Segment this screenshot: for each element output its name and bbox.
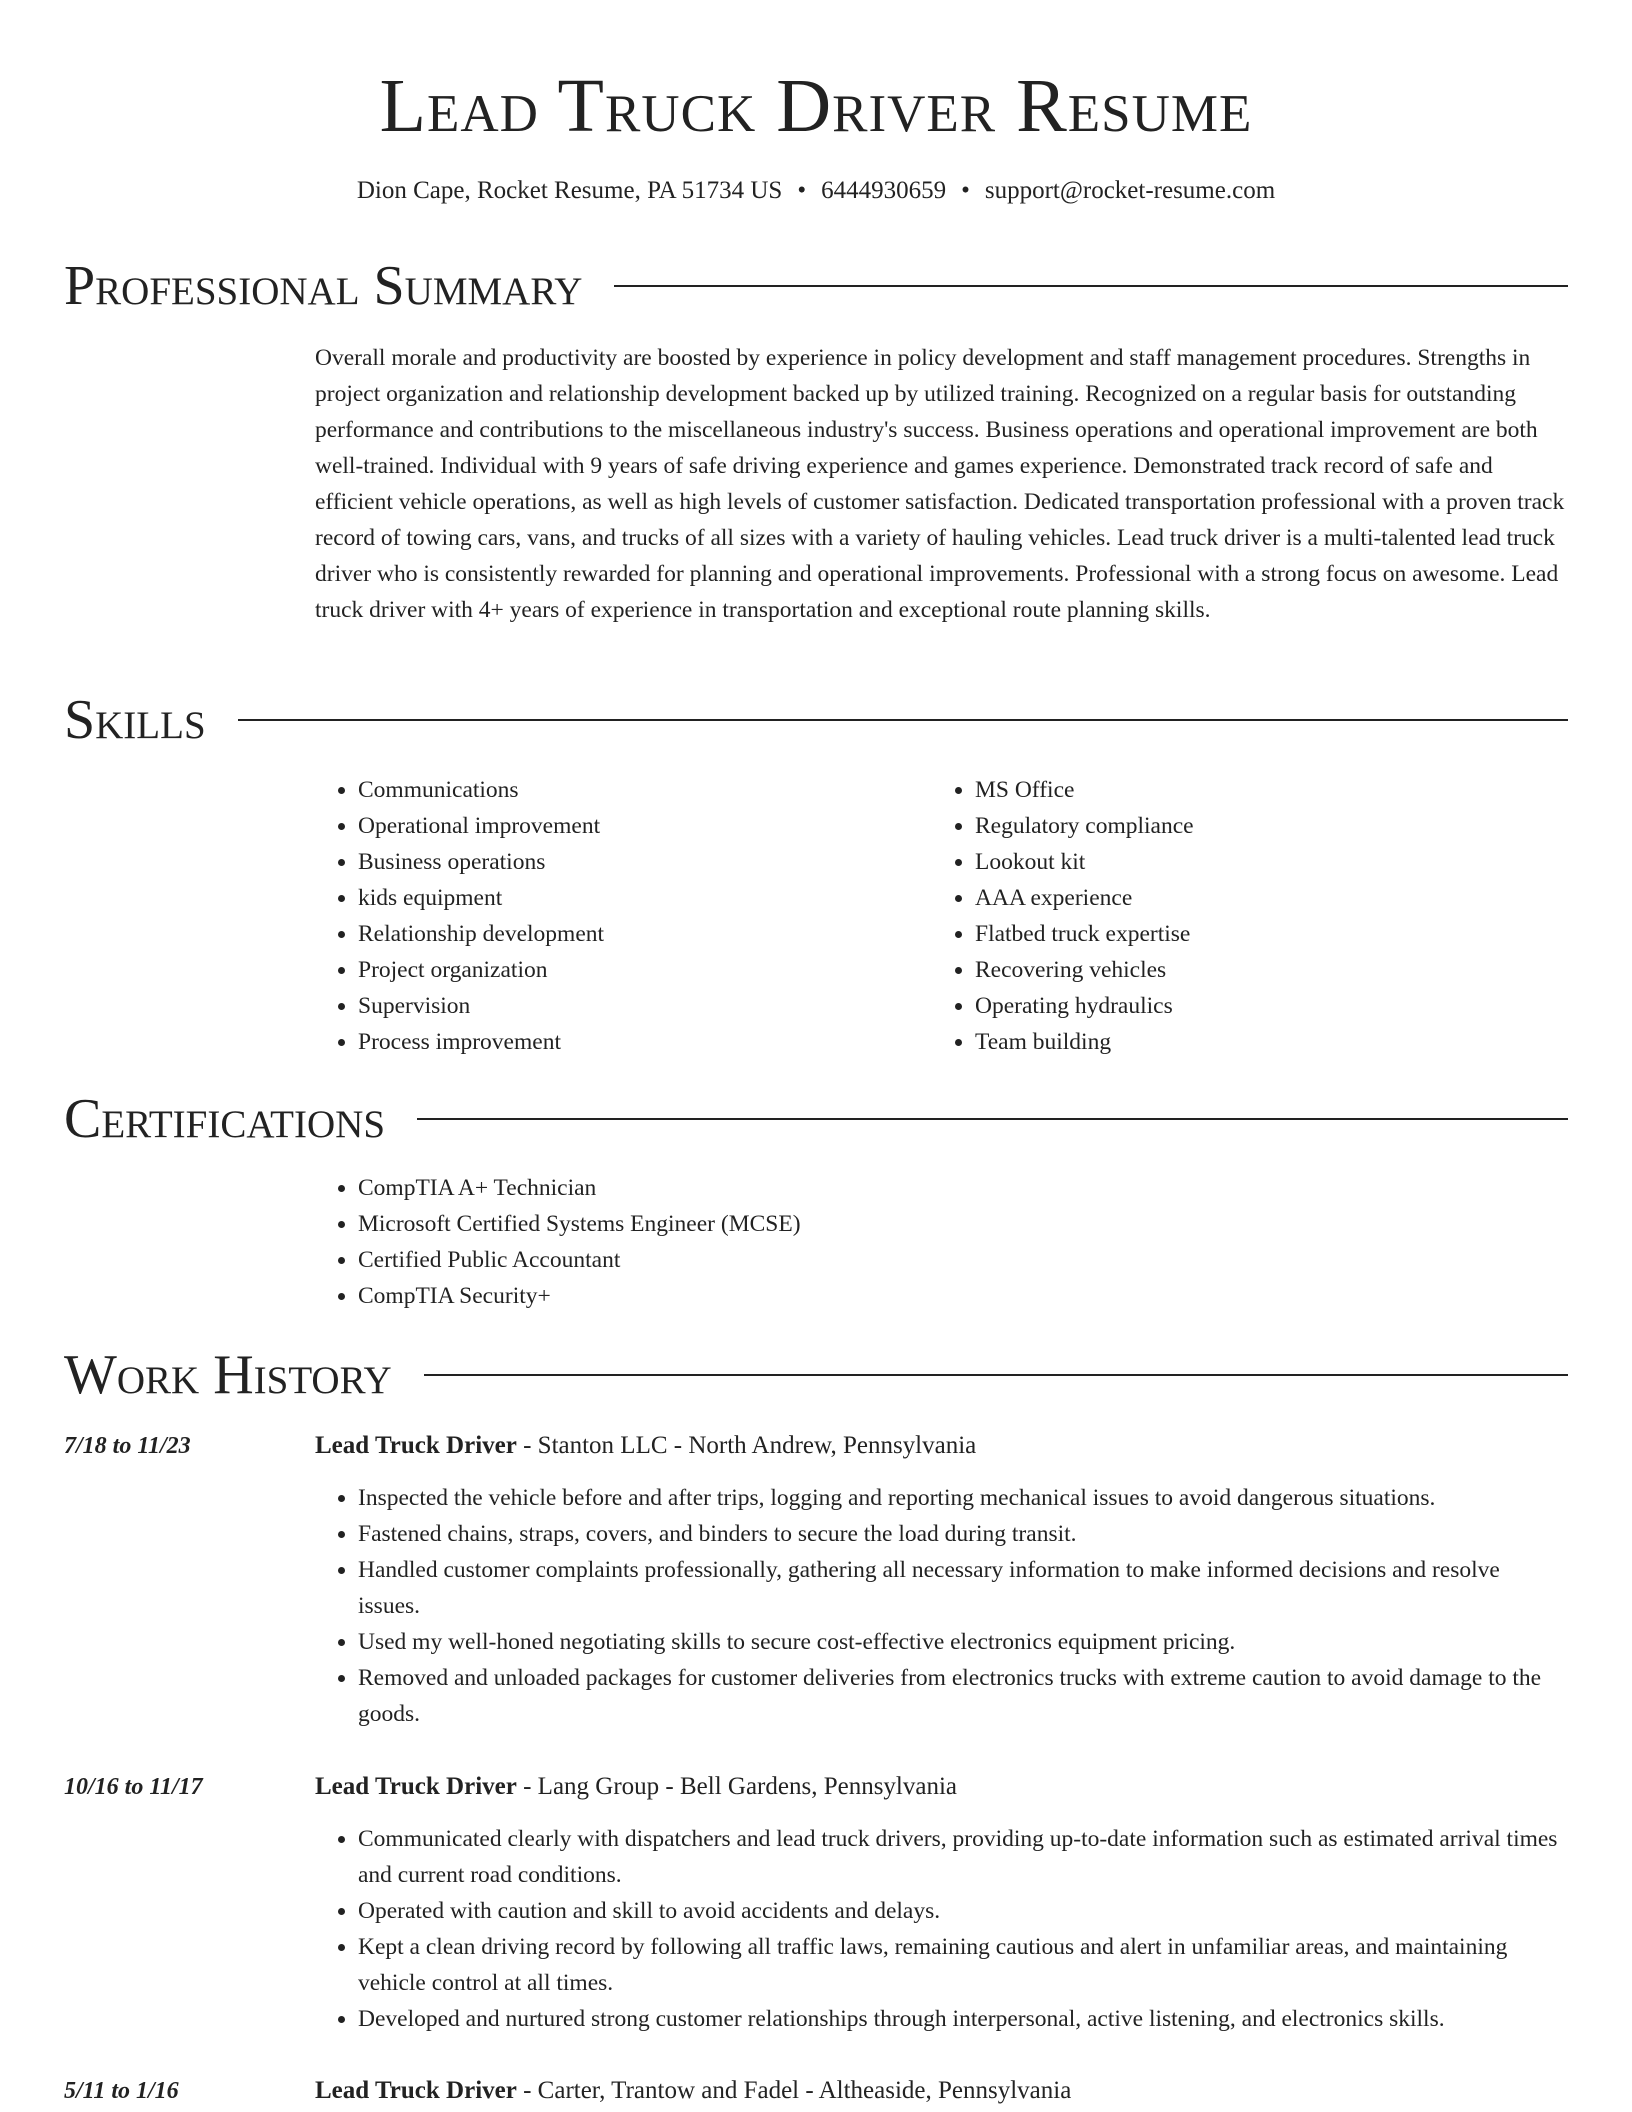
skill-item: • Business operations	[358, 844, 932, 880]
job-details: - Lang Group - Bell Gardens, Pennsylvania	[516, 1773, 958, 1800]
section-header-skills	[64, 688, 1568, 752]
summary-text: Overall morale and productivity are boosted by experience in policy development and staff management procedures. Strengths in project organization and relationship development backed up by utilized training. Recognized on a regular basis for outstanding performance and contributions to the miscellaneous industry's success. Business operations and operational improvement are both well-trained. Individual with 9 years of safe driving experience and games experience. Demonstrated track record of safe and efficient vehicle operations, as well as high levels of customer satisfaction. Dedicated transportation professional with a proven track record of towing cars, vans, and trucks of all sizes with a variety of hauling vehicles. Lead truck driver is a multi-talented lead truck driver who is consistently rewarded for planning and operational improvements. Professional with a strong focus on awesome. Lead truck driver with 4+ years of experience in transportation and exceptional route planning skills.	[315, 345, 1565, 623]
skill-item: • Project organization	[358, 952, 932, 988]
job-bullet: • Operated with caution and skill to avoid accidents and delays.	[358, 1893, 1565, 1929]
job-bullet: • Used my well-honed negotiating skills to secure cost-effective electronics equipment pricing.	[358, 1624, 1565, 1660]
certification-item: • Certified Public Accountant	[358, 1242, 1565, 1278]
contact-address: Dion Cape, Rocket Resume, PA 51734 US	[356, 177, 783, 204]
section-header-summary	[64, 254, 1568, 318]
skill-item: • MS Office	[975, 772, 1549, 808]
job-bullet: • Handled customer complaints professionally, gathering all necessary information to make informed decisions and resolve issues.	[358, 1552, 1565, 1624]
job-details: - Carter, Trantow and Fadel - Altheaside, Pennsylvania	[516, 2077, 1072, 2104]
skills-column-right	[932, 772, 1549, 1060]
job-bullets	[315, 1821, 1565, 2037]
skill-item: • Process improvement	[358, 1024, 932, 1060]
skill-item: • Operational improvement	[358, 808, 932, 844]
contact-separator: •	[961, 177, 970, 204]
skills-list	[315, 772, 1565, 1060]
section-title-summary: Professional Summary	[64, 255, 583, 317]
contact-email: support@rocket-resume.com	[984, 177, 1276, 204]
certification-item: • CompTIA A+ Technician	[358, 1170, 1565, 1206]
job-bullet: • Fastened chains, straps, covers, and binders to secure the load during transit.	[358, 1516, 1565, 1552]
section-title-certifications: Certifications	[64, 1088, 386, 1150]
skill-item: • Lookout kit	[975, 844, 1549, 880]
skill-item: • Communications	[358, 772, 932, 808]
skills-column-left	[315, 772, 932, 1060]
certifications-items	[315, 1170, 1565, 1314]
job-heading	[315, 1428, 1565, 1464]
job-bullet: • Kept a clean driving record by following all traffic laws, remaining cautious and alert in unfamiliar areas, and maintaining vehicle control at all times.	[358, 1929, 1565, 2001]
job-heading	[315, 2073, 1565, 2109]
skill-item: • Recovering vehicles	[975, 952, 1549, 988]
resume-title: Lead Truck Driver Resume	[379, 64, 1253, 148]
section-header-work-history	[64, 1343, 1568, 1407]
job-bullet: • Removed and unloaded packages for customer deliveries from electronics trucks with extreme caution to avoid damage to the goods.	[358, 1660, 1565, 1732]
job-dates: 5/11 to 1/16	[64, 2078, 179, 2104]
skill-item: • AAA experience	[975, 880, 1549, 916]
section-title-skills: Skills	[64, 689, 206, 751]
job-bullet: • Developed and nurtured strong customer relationships through interpersonal, active listening, and electronics skills.	[358, 2001, 1565, 2037]
contact-separator: •	[797, 177, 807, 204]
job-dates: 10/16 to 11/17	[64, 1774, 203, 1800]
job-bullet: • Inspected the vehicle before and after trips, logging and reporting mechanical issues to avoid dangerous situations.	[358, 1480, 1565, 1516]
job-role: Lead Truck Driver	[315, 1773, 517, 1800]
certification-item: • CompTIA Security+	[358, 1278, 1565, 1314]
job-role: Lead Truck Driver	[315, 1432, 517, 1459]
section-divider	[424, 1374, 1568, 1376]
job-bullet: • Communicated clearly with dispatchers and lead truck drivers, providing up-to-date information such as estimated arrival times and current road conditions.	[358, 1821, 1565, 1893]
certification-item: • Microsoft Certified Systems Engineer (MCSE)	[358, 1206, 1565, 1242]
section-divider	[417, 1118, 1568, 1120]
section-header-certifications	[64, 1087, 1568, 1151]
skill-item: • Team building	[975, 1024, 1549, 1060]
job-dates: 7/18 to 11/23	[64, 1433, 191, 1459]
section-title-work-history: Work History	[64, 1344, 392, 1406]
job-heading	[315, 1769, 1565, 1805]
section-divider	[614, 285, 1568, 287]
skill-item: • Regulatory compliance	[975, 808, 1549, 844]
skill-item: • Operating hydraulics	[975, 988, 1549, 1024]
skill-item: • Supervision	[358, 988, 932, 1024]
job-role: Lead Truck Driver	[315, 2077, 517, 2104]
skill-item: • kids equipment	[358, 880, 932, 916]
contact-phone: 6444930659	[821, 177, 947, 204]
skill-item: • Flatbed truck expertise	[975, 916, 1549, 952]
job-bullets	[315, 1480, 1565, 1732]
job-details: - Stanton LLC - North Andrew, Pennsylvania	[516, 1432, 977, 1459]
skill-item: • Relationship development	[358, 916, 932, 952]
contact-line	[0, 174, 1632, 208]
section-divider	[238, 719, 1568, 721]
certifications-list	[315, 1170, 1565, 1314]
